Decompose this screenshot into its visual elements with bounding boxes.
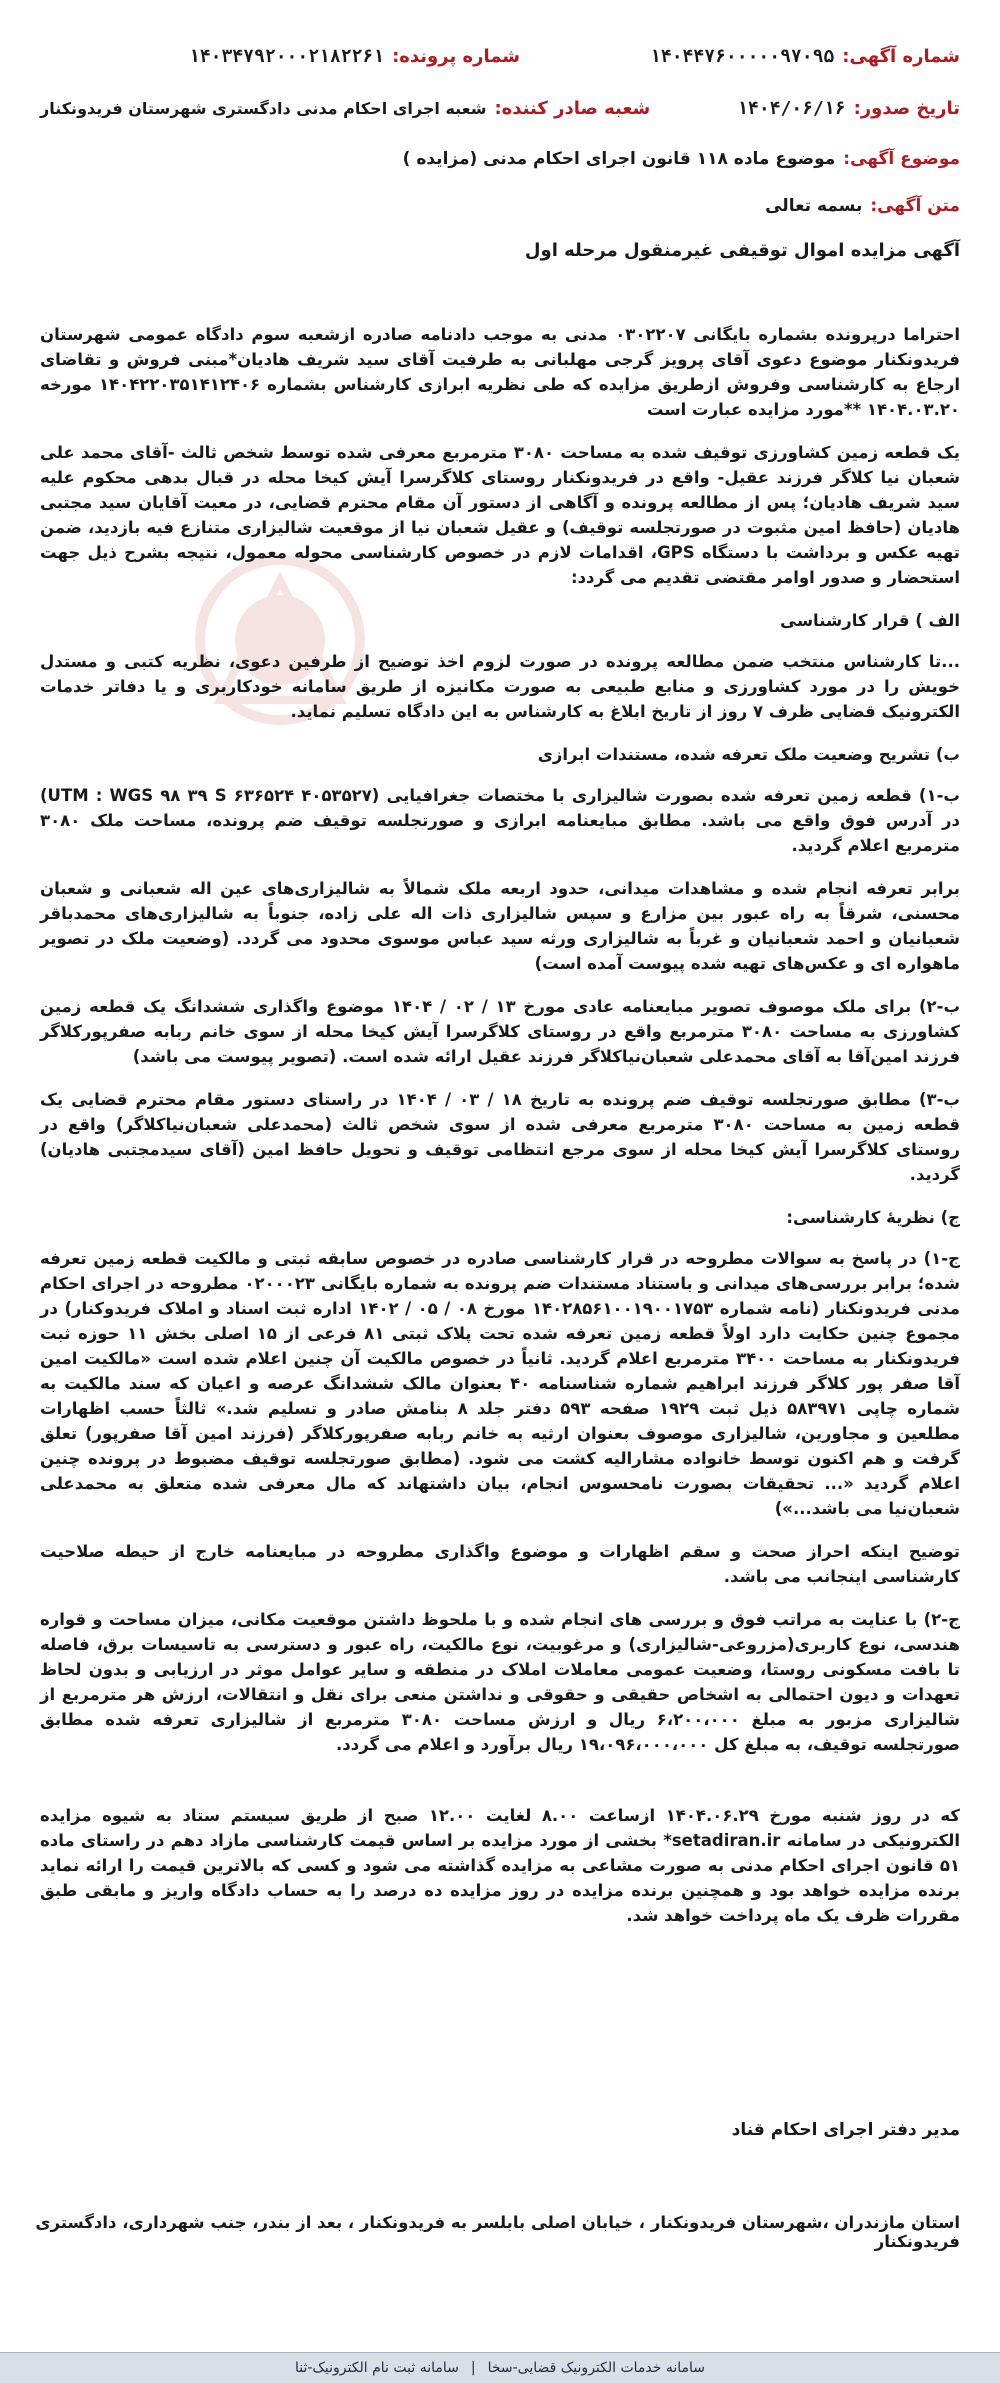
header-row-1: [40, 36, 960, 76]
subject-label: موضوع آگهی:: [843, 149, 960, 169]
note-paragraph: توضیح اینکه احراز صحت و سقم اظهارات و موضوع واگذاری مطروحه در مبایعنامه خارج از حیطه صلاحیت کارشناسی اینجانب می باشد.: [40, 1542, 960, 1586]
notice-title: آگهی مزایده اموال توقیفی غیرمنقول مرحله اول: [524, 240, 960, 261]
intro-paragraph: احتراما درپرونده بشماره بایگانی ۰۳۰۲۲۰۷ مدنی به موجب دادنامه صادره ازشعبه سوم دادگاه عمومی شهرستان فریدونکنار موضوع دعوی آقای پرویز گرجی مهلبانی به طرفیت آقای سید شریف هادیان*مبنی فروش و تقاضای ارجاع به کارشناسی وفروش ازطریق مزایده که طی نظریه ابرازی کارشناس بشماره ۱۴۰۴۲۲۰۳۵۱۴۱۲۴۰۶ مورخه ۱۴۰۴.۰۳.۲۰ **مورد مزایده عبارت است: [40, 325, 961, 419]
footer-separator: |: [470, 2360, 476, 2376]
notice-no-group: [520, 46, 960, 67]
notice-subject: [403, 149, 960, 169]
issuer: شعبه اجرای احکام مدنی دادگستری شهرستان فریدونکنار: [40, 98, 487, 118]
be1-paragraph: ب-۱) قطعه زمین تعرفه شده بصورت شالیزاری با مختصات جغرافیایی (UTM : WGS ۹۸ ۳۹ S ۶۳۶۵۲۴ ۴۰۵۳۵۲۷) در آدرس فوق واقع می باشد. مطابق مبایعنامه ابرازی و صورتجلسه توقیف ضم پرونده، مساحت ملک ۳۰۸۰ مترمربع اعلام گردید.: [40, 786, 960, 855]
notice-text-head: [765, 196, 960, 216]
court-address: استان مازندران ،شهرستان فریدونکنار ، خیابان اصلی بابلسر به فریدونکنار ، بعد از بندر، جنب شهرداری، دادگستری فریدونکنار: [35, 2213, 960, 2251]
office-manager: مدیر دفتر اجرای احکام قناد: [731, 2120, 960, 2140]
issuer-label: شعبه صادر کننده:: [494, 97, 651, 119]
section-alef-heading: الف ) قرار کارشناسی: [780, 611, 960, 630]
footer-bar: [0, 2352, 1000, 2383]
issue-date-group: [650, 98, 960, 119]
case-no-label: شماره پرونده:: [392, 45, 520, 67]
expert-order-paragraph: ...تا کارشناس منتخب ضمن مطالعه پرونده در صورت لزوم اخذ توضیح از طرفین دعوی، نظریه کتبی و مستدل خویش را در مورد کشاورزی و منابع طبیعی به صورت مکانیزه از طریق سامانه خودکاربری و یا دفاتر خدمات الکترونیک قضایی ظرف ۷ روز از تاریخ ابلاغ به کارشناس به این دادگاه تسلیم نماید.: [40, 652, 960, 721]
section-jim-heading: ج) نظریهٔ کارشناسی:: [786, 1208, 960, 1227]
be2-paragraph: ب-۲) برای ملک موصوف تصویر مبایعنامه عادی مورخ ۱۳ / ۰۲ / ۱۴۰۴ موضوع واگذاری ششدانگ یک قطعه زمین کشاورزی به مساحت ۳۰۸۰ مترمربع واقع در روستای کلاگرسرا آیش کیخا محله از سوی خانم ربابه صفرپورکلاگر فرزند امین‌آقا به آقای محمدعلی شعبان‌نیاکلاگر فرزند عقیل ارائه شده است. (تصویر پیوست می باشد): [40, 997, 961, 1066]
jim1-paragraph: ج-۱) در پاسخ به سوالات مطروحه در قرار کارشناسی صادره در خصوص سابقه ثبتی و مالکیت قطعه زمین تعرفه شده؛ برابر بررسی‌های میدانی و باستناد مستندات ضم پرونده به شماره بایگانی ۰۲۰۰۰۲۳ مطروحه در اجرای احکام مدنی فریدونکنار (نامه شماره ۱۴۰۲۸۵۶۱۰۰۱۹۰۰۱۷۵۳ مورخ ۰۸ / ۰۵ / ۱۴۰۲ اداره ثبت اسناد و املاک فریدوکنار) در مجموع چنین حکایت دارد اولاً قطعه زمین تعرفه شده تحت پلاک ثبتی ۸۱ فرعی از ۱۵ اصلی بخش ۱۱ حوزه ثبت فریدونکنار به مساحت ۳۴۰۰ مترمربع اعلام گردید. ثانیاً در خصوص مالکیت آن چنین اعلام شده است «مالکیت امین آقا صفر پور کلاگر فرزند ابراهیم شماره شناسنامه ۴۰ بعنوان مالک ششدانگ عرصه و اعیان که سند مالکیت به شماره چاپی ۵۸۳۹۷۱ ذیل ثبت ۱۹۲۹ صفحه ۵۹۳ دفتر جلد ۸ بنامش صادر و تسلیم شد.» ثالثاً حسب اظهارات مطلعین و مجاورین، شالیزاری موصوف بعنوان ارثیه به خانم ربابه صفرپورکلاگر (فرزند امین آقا صفرپور) تعلق گرفت و هم اکنون توسط خانواده مشارالیه کشت می شود. (مطابق صورتجلسه توقیف مضبوط در پرونده چنین اعلام گردید «... تحقیقات بصورت نامحسوس انجام، بیان داشتهاند که مال معرفی شده متعلق به محمدعلی شعبان‌نیا می باشد...»): [40, 1249, 961, 1518]
property-paragraph: یک قطعه زمین کشاورزی توقیف شده به مساحت ۳۰۸۰ مترمربع معرفی شده توسط شخص ثالث -آقای محمد علی شعبان نیا کلاگر فرزند عقیل- واقع در فریدونکنار روستای کلاگرسرا آیش کیخا محله در قبال بدهی محکوم علیه سید شریف هادیان؛ پس از مطالعه پرونده و آگاهی از دستور آن مقام محترم قضایی، در معیت آقایان سید مجتبی هادیان (حافظ امین مثبوت در صورتجلسه توقیف) و عقیل شعبان نیا از موقعیت شالیزاری متنازع فیه بازدید، ضمن تهیه عکس و برداشت با دستگاه GPS، اقدامات لازم در خصوص کارشناسی محوله معمول، نتیجه بشرح ذیل جهت استحضار و صدور اوامر مقتضی تقدیم می گردد:: [40, 443, 960, 587]
sakha-link[interactable]: سامانه خدمات الکترونیک قضایی-سخا: [487, 2360, 706, 2376]
header-row-2: [40, 88, 960, 128]
issuer-group: [40, 98, 650, 119]
notice-no: ۱۴۰۴۴۷۶۰۰۰۰۰۹۷۰۹۵: [650, 45, 835, 67]
issue-date: ۱۴۰۴/۰۶/۱۶: [737, 97, 846, 119]
text-head-label: متن آگهی:: [870, 196, 960, 216]
issue-date-label: تاریخ صدور:: [853, 97, 960, 119]
subject-value: موضوع ماده ۱۱۸ قانون اجرای احکام مدنی (مزایده ): [402, 149, 836, 169]
sana-link[interactable]: سامانه ثبت نام الکترونیک-ثنا: [294, 2360, 459, 2376]
be3-paragraph: ب-۳) مطابق صورتجلسه توقیف ضم پرونده به تاریخ ۱۸ / ۰۳ / ۱۴۰۴ در راستای دستور مقام محترم قضایی یک قطعه زمین به مساحت ۳۰۸۰ مترمربع معرفی شده از سوی شخص ثالث (محمدعلی شعبان‌نیاکلاگر) واقع در روستای کلاگرسرا آیش کیخا محله از سوی مرجع انتظامی توقیف و تحویل حافظ امین (آقای سیدمجتبی هادیان) گردید.: [40, 1090, 961, 1184]
boundaries-paragraph: برابر تعرفه انجام شده و مشاهدات میدانی، حدود اربعه ملک شمالاً به شالیزاری‌های عین اله شعبانی و شعبان محسنی، شرقاً به راه عبور بین مزارع و سپس شالیزاری ذات اله علی زاده، جنوباً به شالیزاری‌های محمدباقر شعبانیان و احمد شعبانیان و غرباً به شالیزاری ورثه سید عباس موسوی محدود می گردد. (وضعیت ملک در تصویر ماهواره ای و عکس‌های تهیه شده پیوست آمده است): [40, 879, 960, 973]
case-no: ۱۴۰۳۴۷۹۲۰۰۰۲۱۸۲۲۶۱: [189, 45, 385, 67]
auction-paragraph: که در روز شنبه مورخ ۱۴۰۴.۰۶.۲۹ ازساعت ۸.۰۰ لغایت ۱۲.۰۰ صبح از طریق سیستم ستاد به شیوه مزایده الکترونیکی در سامانه setadiran.ir* بخشی از مورد مزایده بر اساس قیمت کارشناسی مازاد دهم در راستای ماده ۵۱ قانون اجرای احکام مدنی به صورت مشاعی به مزایده گذاشته می شود و کسی که بالاترین قیمت را ارائه نماید برنده مزایده خواهد بود و همچنین برنده مزایده در روز مزایده ده درصد را به حساب دادگاه واریز و مابقی طبق مقررات ظرف یک ماه پرداخت خواهد شد.: [40, 1806, 960, 1925]
notice-no-label: شماره آگهی:: [842, 45, 960, 67]
text-head-value: بسمه تعالی: [765, 196, 863, 216]
case-no-group: [189, 46, 520, 67]
section-be-heading: ب) تشریح وضعیت ملک تعرفه شده، مستندات ابرازی: [537, 745, 960, 764]
jim2-paragraph: ج-۲) با عنایت به مراتب فوق و بررسی های انجام شده و با ملحوظ داشتن موقعیت مکانی، میزان مساحت و قواره هندسی، نوع کاربری(مزروعی-شالیزاری) و مرغوبیت، نوع مالکیت، راه عبور و دسترسی به تاسیسات برق، فاصله تا بافت مسکونی روستا، وضعیت عمومی معاملات املاک در منطقه و سایر عوامل موثر در ارزیابی و بدون لحاظ تعهدات و دیون احتمالی به اشخاص حقیقی و حقوقی و نداشتن منعی برای نقل و انتقالات، ارزش هر مترمربع از شالیزاری مزبور به مبلغ ۶،۲۰۰،۰۰۰ ریال و ارزش مساحت ۳۰۸۰ مترمربع از شالیزاری تعرفه شده مطابق صورتجلسه توقیف، به مبلغ کل ۱۹،۰۹۶،۰۰۰،۰۰۰ ریال برآورد و اعلام می گردد.: [40, 1610, 960, 1754]
notice-body: [40, 322, 960, 1946]
